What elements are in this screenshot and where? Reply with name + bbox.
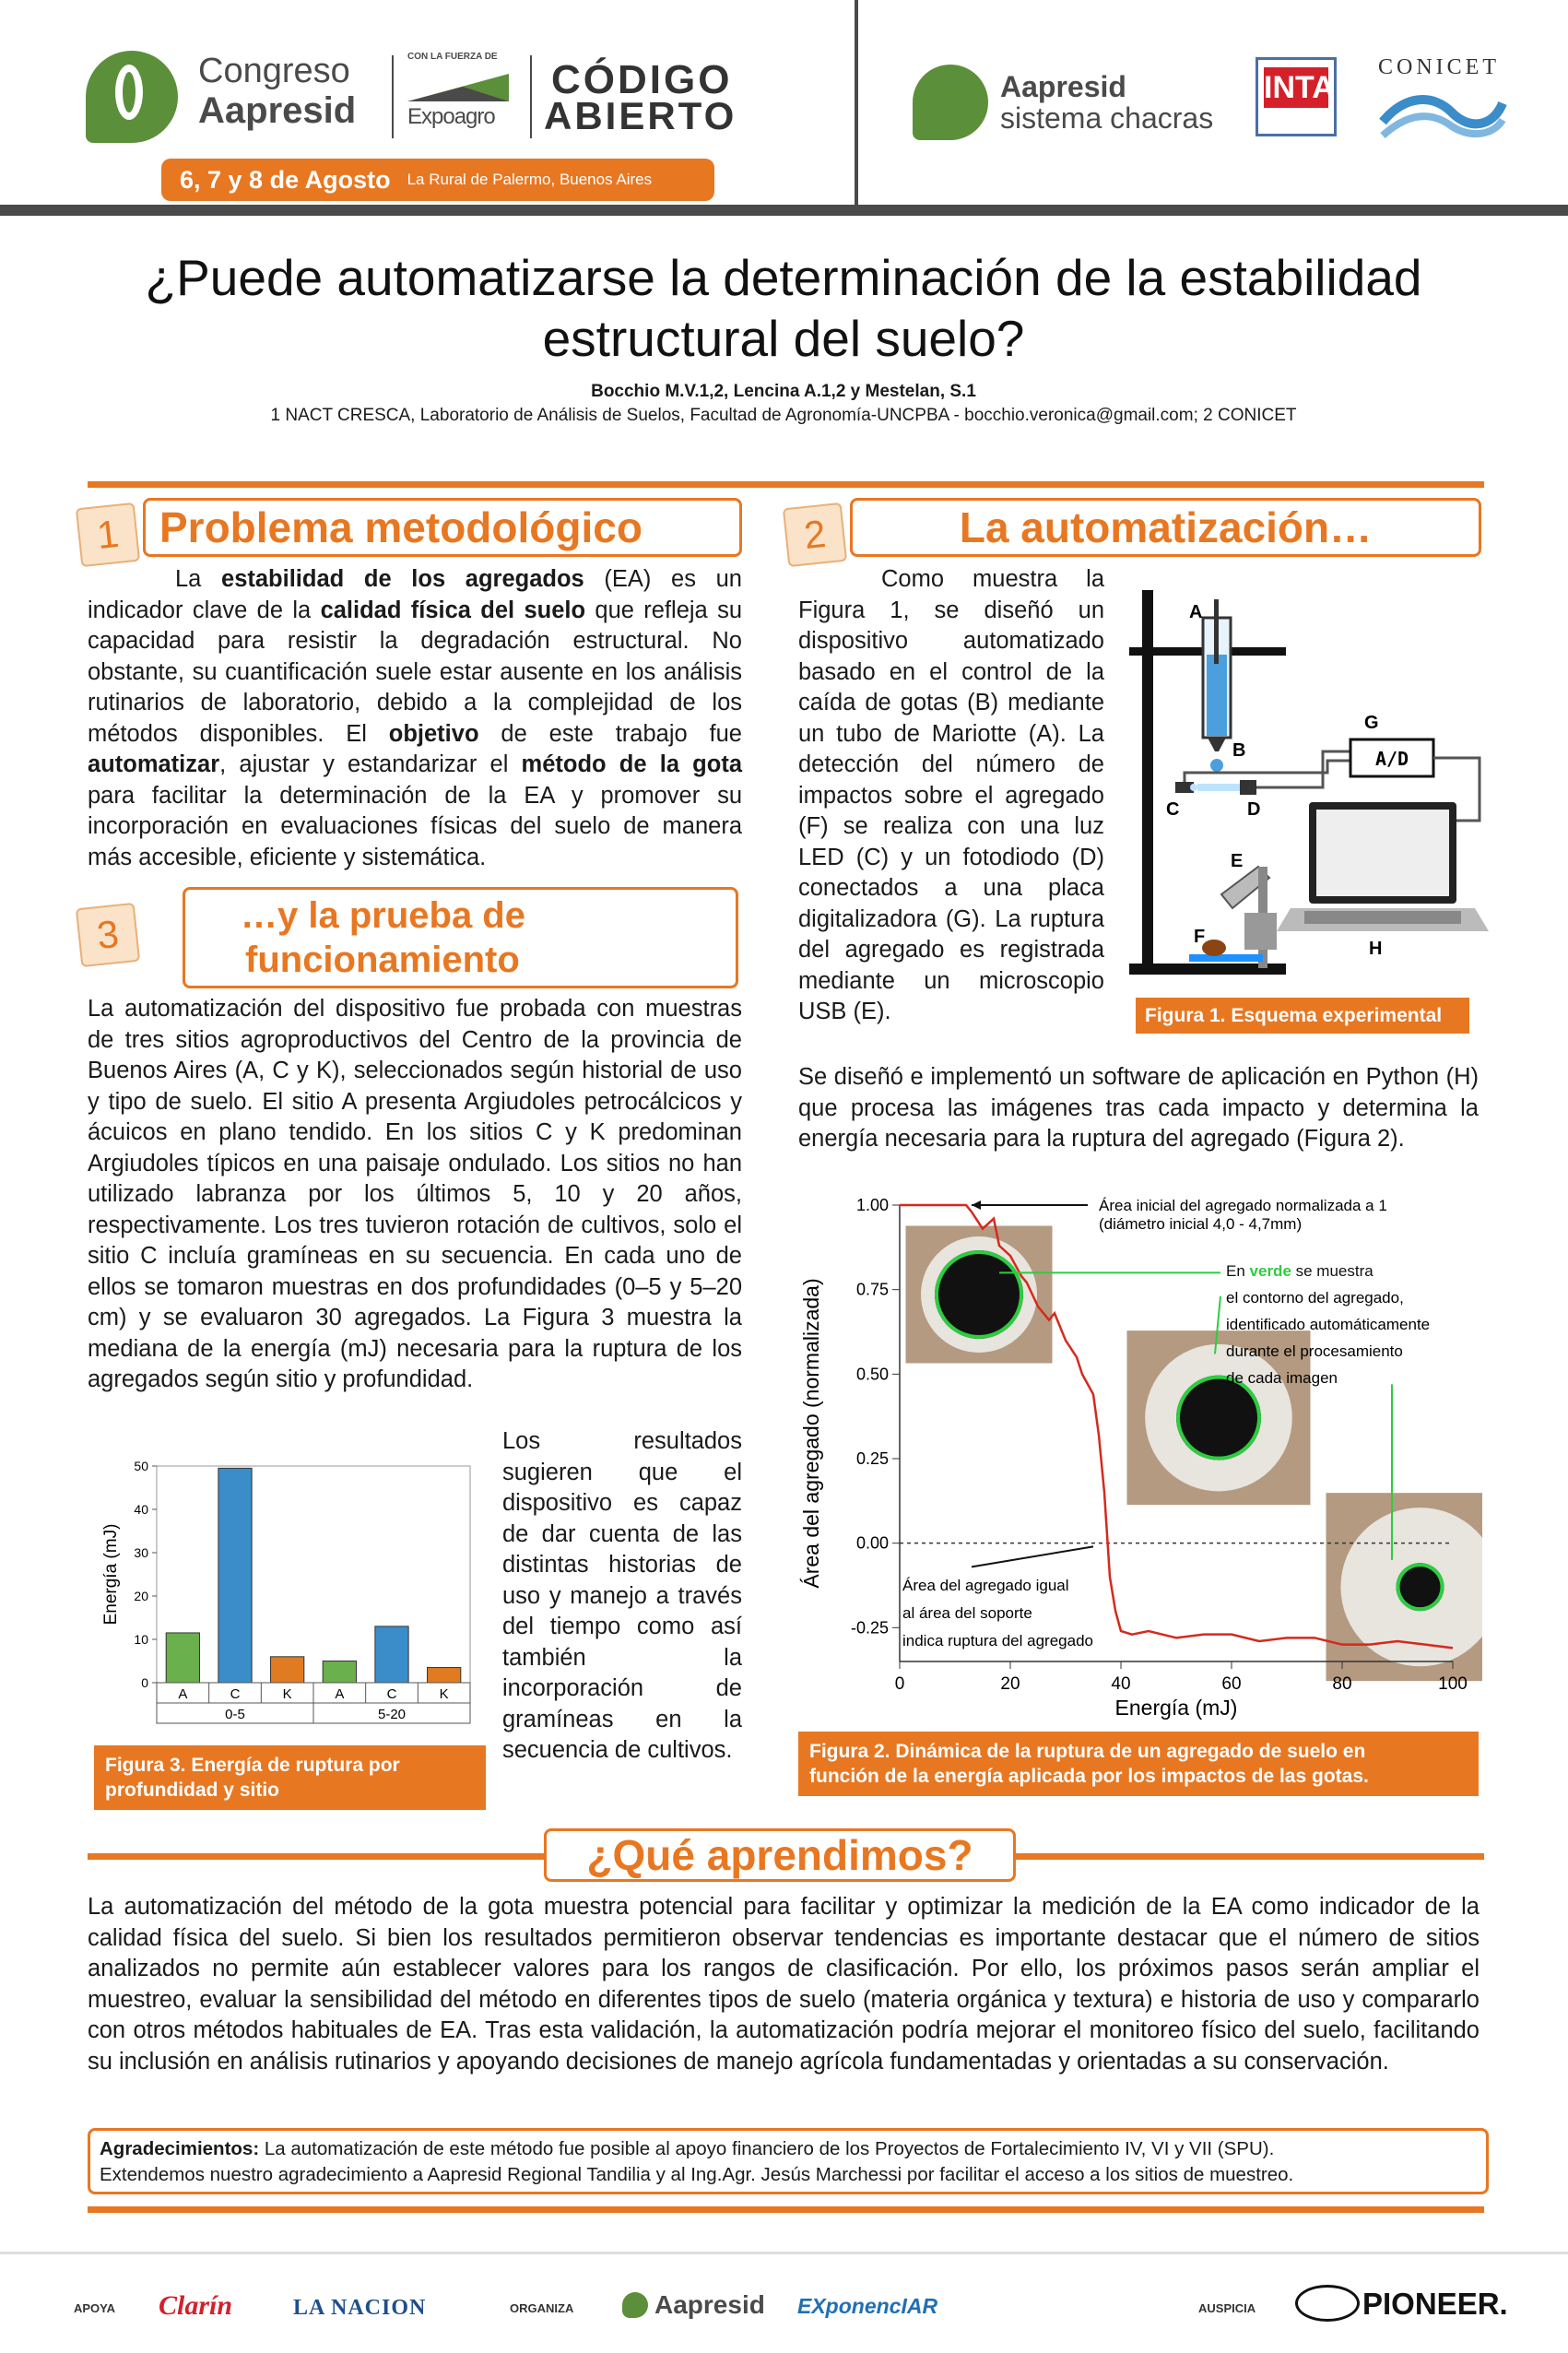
- fig2-ytick-label: 0.00: [855, 1533, 889, 1553]
- fig2-annotation-1b: (diámetro inicial 4,0 - 4,7mm): [1099, 1215, 1303, 1233]
- fig2-ytick-label: 0.75: [855, 1280, 889, 1299]
- fig2-ylabel: Área del agregado (normalizada): [799, 1278, 823, 1589]
- s1-text-k: para facilitar la determinación de la EA y promover su incorporación en evaluaciones físicas del suelo de manera más accesible, eficiente y sistemática.: [88, 782, 742, 870]
- fig3-ytick-label: 30: [134, 1545, 148, 1560]
- fig2-annotation-3-line: al área del soporte: [902, 1604, 1032, 1622]
- footer-nacion: LA NACION: [293, 2296, 427, 2320]
- ack-text-1: La automatización de este método fue posible al apoyo financiero de los Proyectos de Fortalecimiento IV, VI y VII (SPU).: [259, 2138, 1275, 2159]
- fig2-annotation-2: [1226, 1262, 1373, 1280]
- section2-text-1: Como muestra la Figura 1, se diseñó un dispositivo automatizado basado en el control de la caída de gotas (B) mediante un tubo de Mariotte (A). La detección del número de impactos sobre el agregado (F) se realiza con una luz LED (C) y un fotodiodo (D) conectados a una placa digitalizadora (G). La ruptura del agregado es registrada mediante un microscopio USB (E).: [798, 566, 1104, 1024]
- fig3-plot-frame: [157, 1466, 470, 1683]
- section1-title-box: [143, 498, 742, 557]
- section2-number: 2: [783, 503, 847, 567]
- section2-title: La automatización…: [959, 503, 1373, 551]
- affiliation: 1 NACT CRESCA, Laboratorio de Análisis de Suelos, Facultad de Agronomía-UNCPBA - bocchio.veronica@gmail.com; 2 CONICET: [270, 406, 1297, 425]
- figure3: [92, 1448, 489, 1761]
- fig2-xtick-label: 100: [1438, 1674, 1468, 1694]
- section1-title: Problema metodológico: [159, 503, 643, 551]
- label-e: E: [1231, 851, 1244, 871]
- header-sep-2: [530, 55, 532, 138]
- fig3-category-label: A: [178, 1686, 188, 1702]
- section3-title-box: [183, 887, 738, 988]
- fig3-bar: [428, 1668, 461, 1683]
- s1-text-j: método de la gota: [521, 751, 742, 777]
- fig2-annotation-3-line: indica ruptura del agregado: [902, 1632, 1093, 1649]
- s1-text-c: (EA) es un indicador clave de la: [88, 566, 742, 623]
- fig2-caption-line2: función de la energía aplicada por los impactos de las gotas.: [809, 1766, 1369, 1787]
- fig2-caption: [798, 1732, 1479, 1796]
- ack-label: Agradecimientos:: [100, 2138, 260, 2159]
- fig3-bar: [375, 1626, 408, 1683]
- abierto: ABIERTO: [544, 94, 737, 137]
- fig2-annotation-2-line: durante el procesamiento: [1226, 1342, 1403, 1360]
- fig3-ytick-label: 40: [134, 1502, 148, 1517]
- section-top-bar: [88, 481, 1484, 488]
- label-c: C: [1166, 799, 1180, 820]
- fig2-ytick-label: -0.25: [850, 1618, 889, 1638]
- fig1-caption: Figura 1. Esquema experimental: [1136, 998, 1469, 1034]
- authors: Bocchio M.V.1,2, Lencina A.1,2 y Mestelan, S.1: [591, 382, 976, 401]
- s1-text-d: calidad física del suelo: [320, 597, 586, 623]
- inta-text: INTA: [1264, 67, 1328, 108]
- expoagro-mark: [407, 74, 509, 101]
- footer-apoya: APOYA: [74, 2301, 116, 2315]
- congreso-line2: Aapresid: [198, 90, 357, 131]
- footer-clarin: Clarín: [159, 2290, 233, 2321]
- fig3-category-label: C: [230, 1686, 241, 1702]
- figure2-chart: [791, 1194, 1482, 1720]
- fig2-annotation-2-part: verde: [1249, 1262, 1291, 1280]
- label-b: B: [1232, 740, 1246, 761]
- schematic-drawing: [1129, 590, 1498, 987]
- place-text: La Rural de Palermo, Buenos Aires: [407, 171, 653, 188]
- fig2-annotation-2-line: identificado automáticamente: [1226, 1316, 1431, 1333]
- section3-title-line2: funcionamiento: [245, 940, 520, 980]
- s1-text-f: objetivo: [388, 720, 479, 747]
- label-h: H: [1369, 939, 1383, 959]
- fig2-xtick-label: 60: [1221, 1674, 1242, 1694]
- fig3-category-label: K: [282, 1686, 292, 1702]
- section4-title-box: [544, 1828, 1016, 1882]
- figure2: [791, 1194, 1482, 1720]
- s1-text-h: automatizar: [88, 751, 220, 777]
- fig2-ytick-label: 0.25: [855, 1449, 889, 1468]
- fig3-ylabel: Energía (mJ): [101, 1523, 121, 1626]
- date-pill: [161, 159, 714, 201]
- section4-text: La automatización del método de la gota muestra potencial para facilitar y optimizar la medición de la EA como indicador de la calidad física del suelo. Si bien los resultados permitieron observar tendencias es importante destacar que el número de sitios analizados no permite aún establecer valores para los rangos de clasificación. Por ello, los próximos pasos serán ampliar el muestreo, evaluar la sensibilidad del método en diferentes tipos de suelo (materia orgánica y textura) e historia de uso y compararlo con otros métodos habituales de EA. Tras esta validación, la automatización podría mejorar el monitoreo físico del suelo, facilitando su inclusión en análisis rutinarios y apoyando decisiones de manejo agrícola fundamentadas y orientadas a su conservación.: [88, 1894, 1480, 2075]
- header: [0, 0, 1568, 214]
- experiment-schematic: [1129, 590, 1498, 987]
- fig2-annotation-arrowhead: [972, 1200, 981, 1210]
- fig3-group-label: 5-20: [377, 1707, 407, 1722]
- fig2-annotation-2-line: de cada imagen: [1226, 1369, 1338, 1387]
- fig3-caption: Figura 3. Energía de ruptura por profundidad y sitio: [94, 1745, 486, 1810]
- aapresid-chacras-line1: Aapresid: [1000, 70, 1126, 103]
- fig3-category-label: A: [335, 1686, 345, 1702]
- aapresid-chacras-line2: sistema chacras: [1000, 101, 1214, 135]
- s1-text-e: que refleja su capacidad para resistir la degradación estructural. No obstante, su cuantificación suele estar ausente en los análisis rutinarios de laboratorio, debido a la complejidad de los métodos disponibles. El: [88, 597, 743, 747]
- s1-text-a: La: [175, 566, 222, 592]
- fig3-ytick-label: 10: [134, 1632, 148, 1647]
- section3-number: 3: [76, 903, 140, 967]
- footer-pioneer-icon: [1295, 2285, 1360, 2322]
- ack-line2: Extendemos nuestro agradecimiento a Aapresid Regional Tandilia y al Ing.Agr. Jesús Marchessi por facilitar el acceso a los sitios de muestreo.: [100, 2164, 1294, 2185]
- footer-aapresid: Aapresid: [654, 2290, 765, 2319]
- fig3-bar: [323, 1661, 356, 1684]
- section2-text-2: Se diseñó e implementó un software de aplicación en Python (H) que procesa las imágenes tras cada impacto y determina la energía necesaria para la ruptura del agregado (Figura 2).: [798, 1064, 1479, 1152]
- fig2-xlabel: Energía (mJ): [1114, 1696, 1238, 1720]
- fig2-annotation-1: Área inicial del agregado normalizada a 1: [1099, 1197, 1387, 1214]
- ack-box: [88, 2128, 1489, 2194]
- footer-pioneer: PIONEER.: [1362, 2287, 1508, 2321]
- footer-organiza: ORGANIZA: [510, 2301, 574, 2315]
- section4-title: ¿Qué aprendimos?: [586, 1831, 973, 1879]
- fig3-category-label: K: [439, 1686, 449, 1702]
- congreso-line1: Congreso: [198, 52, 350, 90]
- poster-title: [55, 247, 1512, 369]
- fig3-ytick-label: 0: [141, 1675, 148, 1690]
- s1-text-b: estabilidad de los agregados: [221, 566, 584, 592]
- fig2-annotation-2-part: En: [1226, 1262, 1250, 1280]
- conicet-text: CONICET: [1378, 55, 1500, 79]
- footer-aapresid-icon: [622, 2292, 648, 2318]
- header-bottom-bar: [0, 205, 1568, 216]
- fig2-xtick-label: 80: [1332, 1674, 1352, 1694]
- fig3-bar: [271, 1657, 304, 1683]
- figure3-chart: [92, 1448, 489, 1761]
- inta-logo: [1256, 57, 1337, 136]
- section3-title-line1: …y la prueba de: [241, 895, 525, 936]
- label-f: F: [1194, 927, 1206, 947]
- congreso-logo-mark: [115, 65, 143, 120]
- fig2-xtick-label: 40: [1111, 1674, 1131, 1694]
- footer-line: [0, 2252, 1568, 2254]
- fig2-ytick-label: 1.00: [855, 1196, 889, 1214]
- ack-line1: [100, 2136, 1477, 2162]
- s1-text-i: , ajustar y estandarizar el: [219, 751, 522, 777]
- footer-auspicia: AUSPICIA: [1198, 2301, 1256, 2315]
- footer-exponencial: EXponencIAR: [797, 2294, 938, 2318]
- fig3-bar: [166, 1633, 199, 1683]
- header-divider: [855, 0, 858, 205]
- bottom-bar: [88, 2206, 1484, 2213]
- label-d: D: [1247, 799, 1261, 820]
- section1-number: 1: [76, 503, 140, 567]
- title-line1: ¿Puede automatizarse la determinación de la estabilidad: [145, 249, 1422, 306]
- fig2-xtick-label: 0: [894, 1674, 905, 1694]
- expoagro: Expoagro: [407, 104, 495, 129]
- ad-label: A/D: [1374, 748, 1409, 770]
- title-line2: estructural del suelo?: [542, 310, 1025, 367]
- aapresid-chacras-logo-icon: [913, 65, 988, 140]
- fig3-category-label: C: [386, 1686, 397, 1702]
- header-sep-1: [392, 55, 394, 138]
- fig2-annotation-3-line: Área del agregado igual: [902, 1577, 1069, 1594]
- con-la-fuerza: CON LA FUERZA DE: [407, 52, 498, 62]
- fig3-ytick-label: 20: [134, 1589, 148, 1603]
- date-text: 6, 7 y 8 de Agosto: [180, 165, 391, 194]
- section2-title-box: [850, 498, 1481, 557]
- section3-text-1: La automatización del dispositivo fue probada con muestras de tres sitios agroproductivos del Centro de la provincia de Buenos Aires (A, C y K), seleccionados según historial de uso y tipo de suelo. El sitio A presenta Argiudoles petrocálcicos y ácuicos en plano tendido. En los sitios C y K predominan Argiudoles típicos en una paisaje ondulado. Los sitios no han utilizado labranza por los últimos 5, 10 y 20 años, respectivamente. Los tres tuvieron rotación de cultivos, solo el sitio C incluía gramíneas en su secuencia. En cada uno de ellos se tomaron muestras en dos profundidades (0–5 y 5–20 cm) y se evaluaron 30 agregados. La Figura 3 muestra la mediana de la energía (mJ) necesaria para la ruptura de los agregados según sitio y profundidad.: [88, 996, 742, 1392]
- fig3-bar: [218, 1468, 252, 1683]
- fig2-xtick-label: 20: [1000, 1674, 1020, 1694]
- fig2-annotation-2-part: se muestra: [1291, 1262, 1373, 1280]
- fig2-ytick-label: 0.50: [855, 1365, 889, 1384]
- fig3-group-label: 0-5: [225, 1707, 245, 1722]
- label-g: G: [1364, 713, 1379, 733]
- fig3-ytick-label: 50: [134, 1459, 148, 1473]
- expoagro-flag-icon: [407, 74, 509, 101]
- fig2-annotation-3-arrow: [972, 1546, 1093, 1567]
- s1-text-g: de este trabajo fue: [478, 720, 742, 747]
- section1-text: [88, 564, 742, 873]
- label-a: A: [1189, 602, 1203, 622]
- fig2-caption-line1: Figura 2. Dinámica de la ruptura de un agregado de suelo en: [809, 1741, 1366, 1762]
- codigo: CÓDIGO: [551, 57, 733, 102]
- conicet-wave-icon: [1378, 85, 1507, 140]
- fig2-annotation-2-line: el contorno del agregado,: [1226, 1289, 1404, 1307]
- section3-text-2: Los resultados sugieren que el dispositivo es capaz de dar cuenta de las distintas historias de uso y manejo a través del tiempo como así también la incorporación de gramíneas en la secuencia de cultivos.: [502, 1428, 742, 1763]
